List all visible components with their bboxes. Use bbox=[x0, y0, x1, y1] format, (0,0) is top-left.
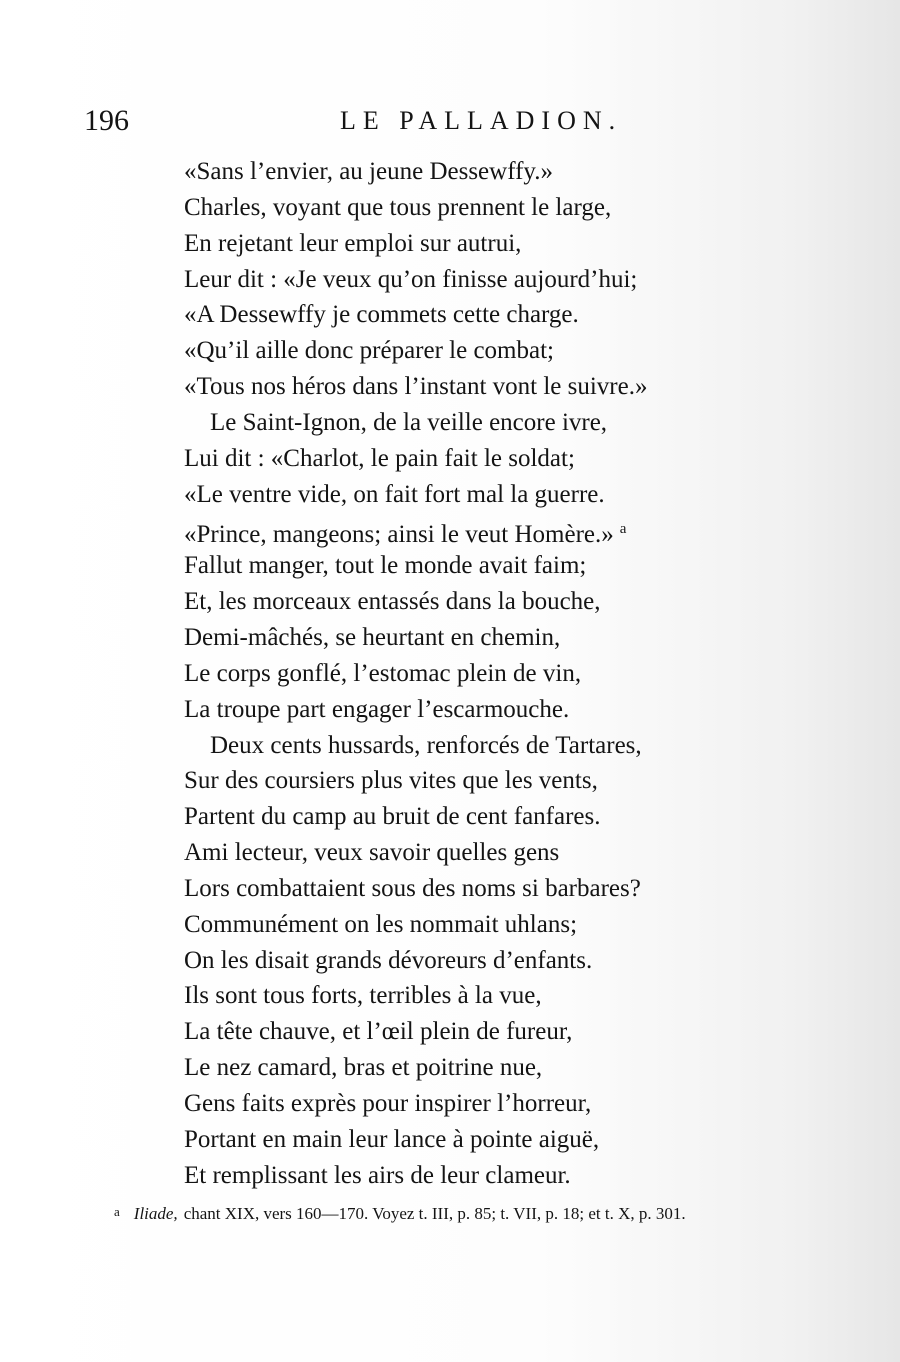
verse-text: Deux cents hussards, renforcés de Tartares, bbox=[210, 731, 642, 759]
verse-line bbox=[184, 943, 647, 979]
verse-line bbox=[184, 512, 647, 548]
verse-text: Et, les morceaux entassés dans la bouche, bbox=[184, 588, 601, 616]
verse-line bbox=[184, 871, 647, 907]
verse-line bbox=[184, 190, 647, 226]
verse-line bbox=[184, 262, 647, 298]
footnote-marker: a bbox=[114, 1204, 120, 1219]
verse-text: La tête chauve, et l’œil plein de fureur, bbox=[184, 1018, 573, 1046]
verse-line bbox=[184, 548, 647, 584]
footnote bbox=[114, 1204, 686, 1224]
verse-text: Lui dit : «Charlot, le pain fait le soldat; bbox=[184, 444, 575, 472]
verse-text: «Tous nos héros dans l’instant vont le suivre.» bbox=[184, 373, 648, 401]
verse-text: On les disait grands dévoreurs d’enfants. bbox=[184, 946, 593, 974]
footnote-title: Iliade, bbox=[133, 1204, 178, 1223]
footnote-reference: a bbox=[619, 521, 627, 538]
verse-text: Ami lecteur, veux savoir quelles gens bbox=[184, 839, 560, 867]
verse-line bbox=[184, 656, 647, 692]
verse-line bbox=[184, 1050, 647, 1086]
verse-line bbox=[184, 799, 647, 835]
verse-line bbox=[184, 333, 647, 369]
verse-line bbox=[184, 978, 647, 1014]
verse-text: Leur dit : «Je veux qu’on finisse aujourd’hui; bbox=[184, 265, 638, 293]
verse-text: «Le ventre vide, on fait fort mal la guerre. bbox=[184, 480, 605, 508]
verse-line bbox=[184, 692, 647, 728]
verse-text: «Qu’il aille donc préparer le combat; bbox=[184, 337, 554, 365]
verse-line bbox=[184, 584, 647, 620]
verse-line bbox=[184, 907, 647, 943]
verse-line bbox=[184, 1086, 647, 1122]
verse-line bbox=[184, 154, 647, 190]
verse-line bbox=[184, 477, 647, 513]
verse-text: Portant en main leur lance à pointe aiguë, bbox=[184, 1125, 600, 1153]
verse-line bbox=[184, 1158, 647, 1194]
verse-line bbox=[184, 297, 647, 333]
verse-text: «Prince, mangeons; ainsi le veut Homère.» bbox=[184, 521, 614, 549]
verse-line bbox=[184, 728, 647, 764]
verse-text: Et remplissant les airs de leur clameur. bbox=[184, 1161, 571, 1189]
verse-text: Gens faits exprès pour inspirer l’horreur, bbox=[184, 1089, 592, 1117]
verse-line bbox=[184, 369, 647, 405]
verse-text: Le corps gonflé, l’estomac plein de vin, bbox=[184, 659, 582, 687]
verse-text: En rejetant leur emploi sur autrui, bbox=[184, 229, 522, 257]
running-title: LE PALLADION. bbox=[340, 106, 623, 135]
verse-line bbox=[184, 1122, 647, 1158]
verse-text: «A Dessewffy je commets cette charge. bbox=[184, 301, 579, 329]
verse-text: «Sans l’envier, au jeune Dessewffy.» bbox=[184, 158, 554, 185]
verse-line bbox=[184, 1014, 647, 1050]
verse-line bbox=[184, 763, 647, 799]
verse-text: La troupe part engager l’escarmouche. bbox=[184, 695, 570, 723]
verse-text: Sur des coursiers plus vites que les vents, bbox=[184, 767, 598, 795]
verse-line bbox=[184, 226, 647, 262]
verse-text: Charles, voyant que tous prennent le large, bbox=[184, 193, 612, 221]
verse-text: Fallut manger, tout le monde avait faim; bbox=[184, 552, 587, 580]
verse-text: Lors combattaient sous des noms si barbares? bbox=[184, 874, 641, 902]
verse-text: Le nez camard, bras et poitrine nue, bbox=[184, 1054, 543, 1082]
verse-text: Le Saint-Ignon, de la veille encore ivre, bbox=[210, 408, 608, 436]
poem bbox=[184, 154, 647, 1193]
footnote-text: chant XIX, vers 160—170. Voyez t. III, p. 85; t. VII, p. 18; et t. X, p. 301. bbox=[183, 1204, 686, 1223]
verse-line bbox=[184, 620, 647, 656]
verse-text: Demi-mâchés, se heurtant en chemin, bbox=[184, 623, 561, 651]
verse-line bbox=[184, 835, 647, 871]
verse-text: Ils sont tous forts, terribles à la vue, bbox=[184, 982, 542, 1010]
verse-text: Communément on les nommait uhlans; bbox=[184, 910, 578, 938]
verse-text: Partent du camp au bruit de cent fanfares. bbox=[184, 803, 601, 831]
verse-line bbox=[184, 441, 647, 477]
verse-line bbox=[184, 405, 647, 441]
page-number: 196 bbox=[84, 104, 129, 137]
